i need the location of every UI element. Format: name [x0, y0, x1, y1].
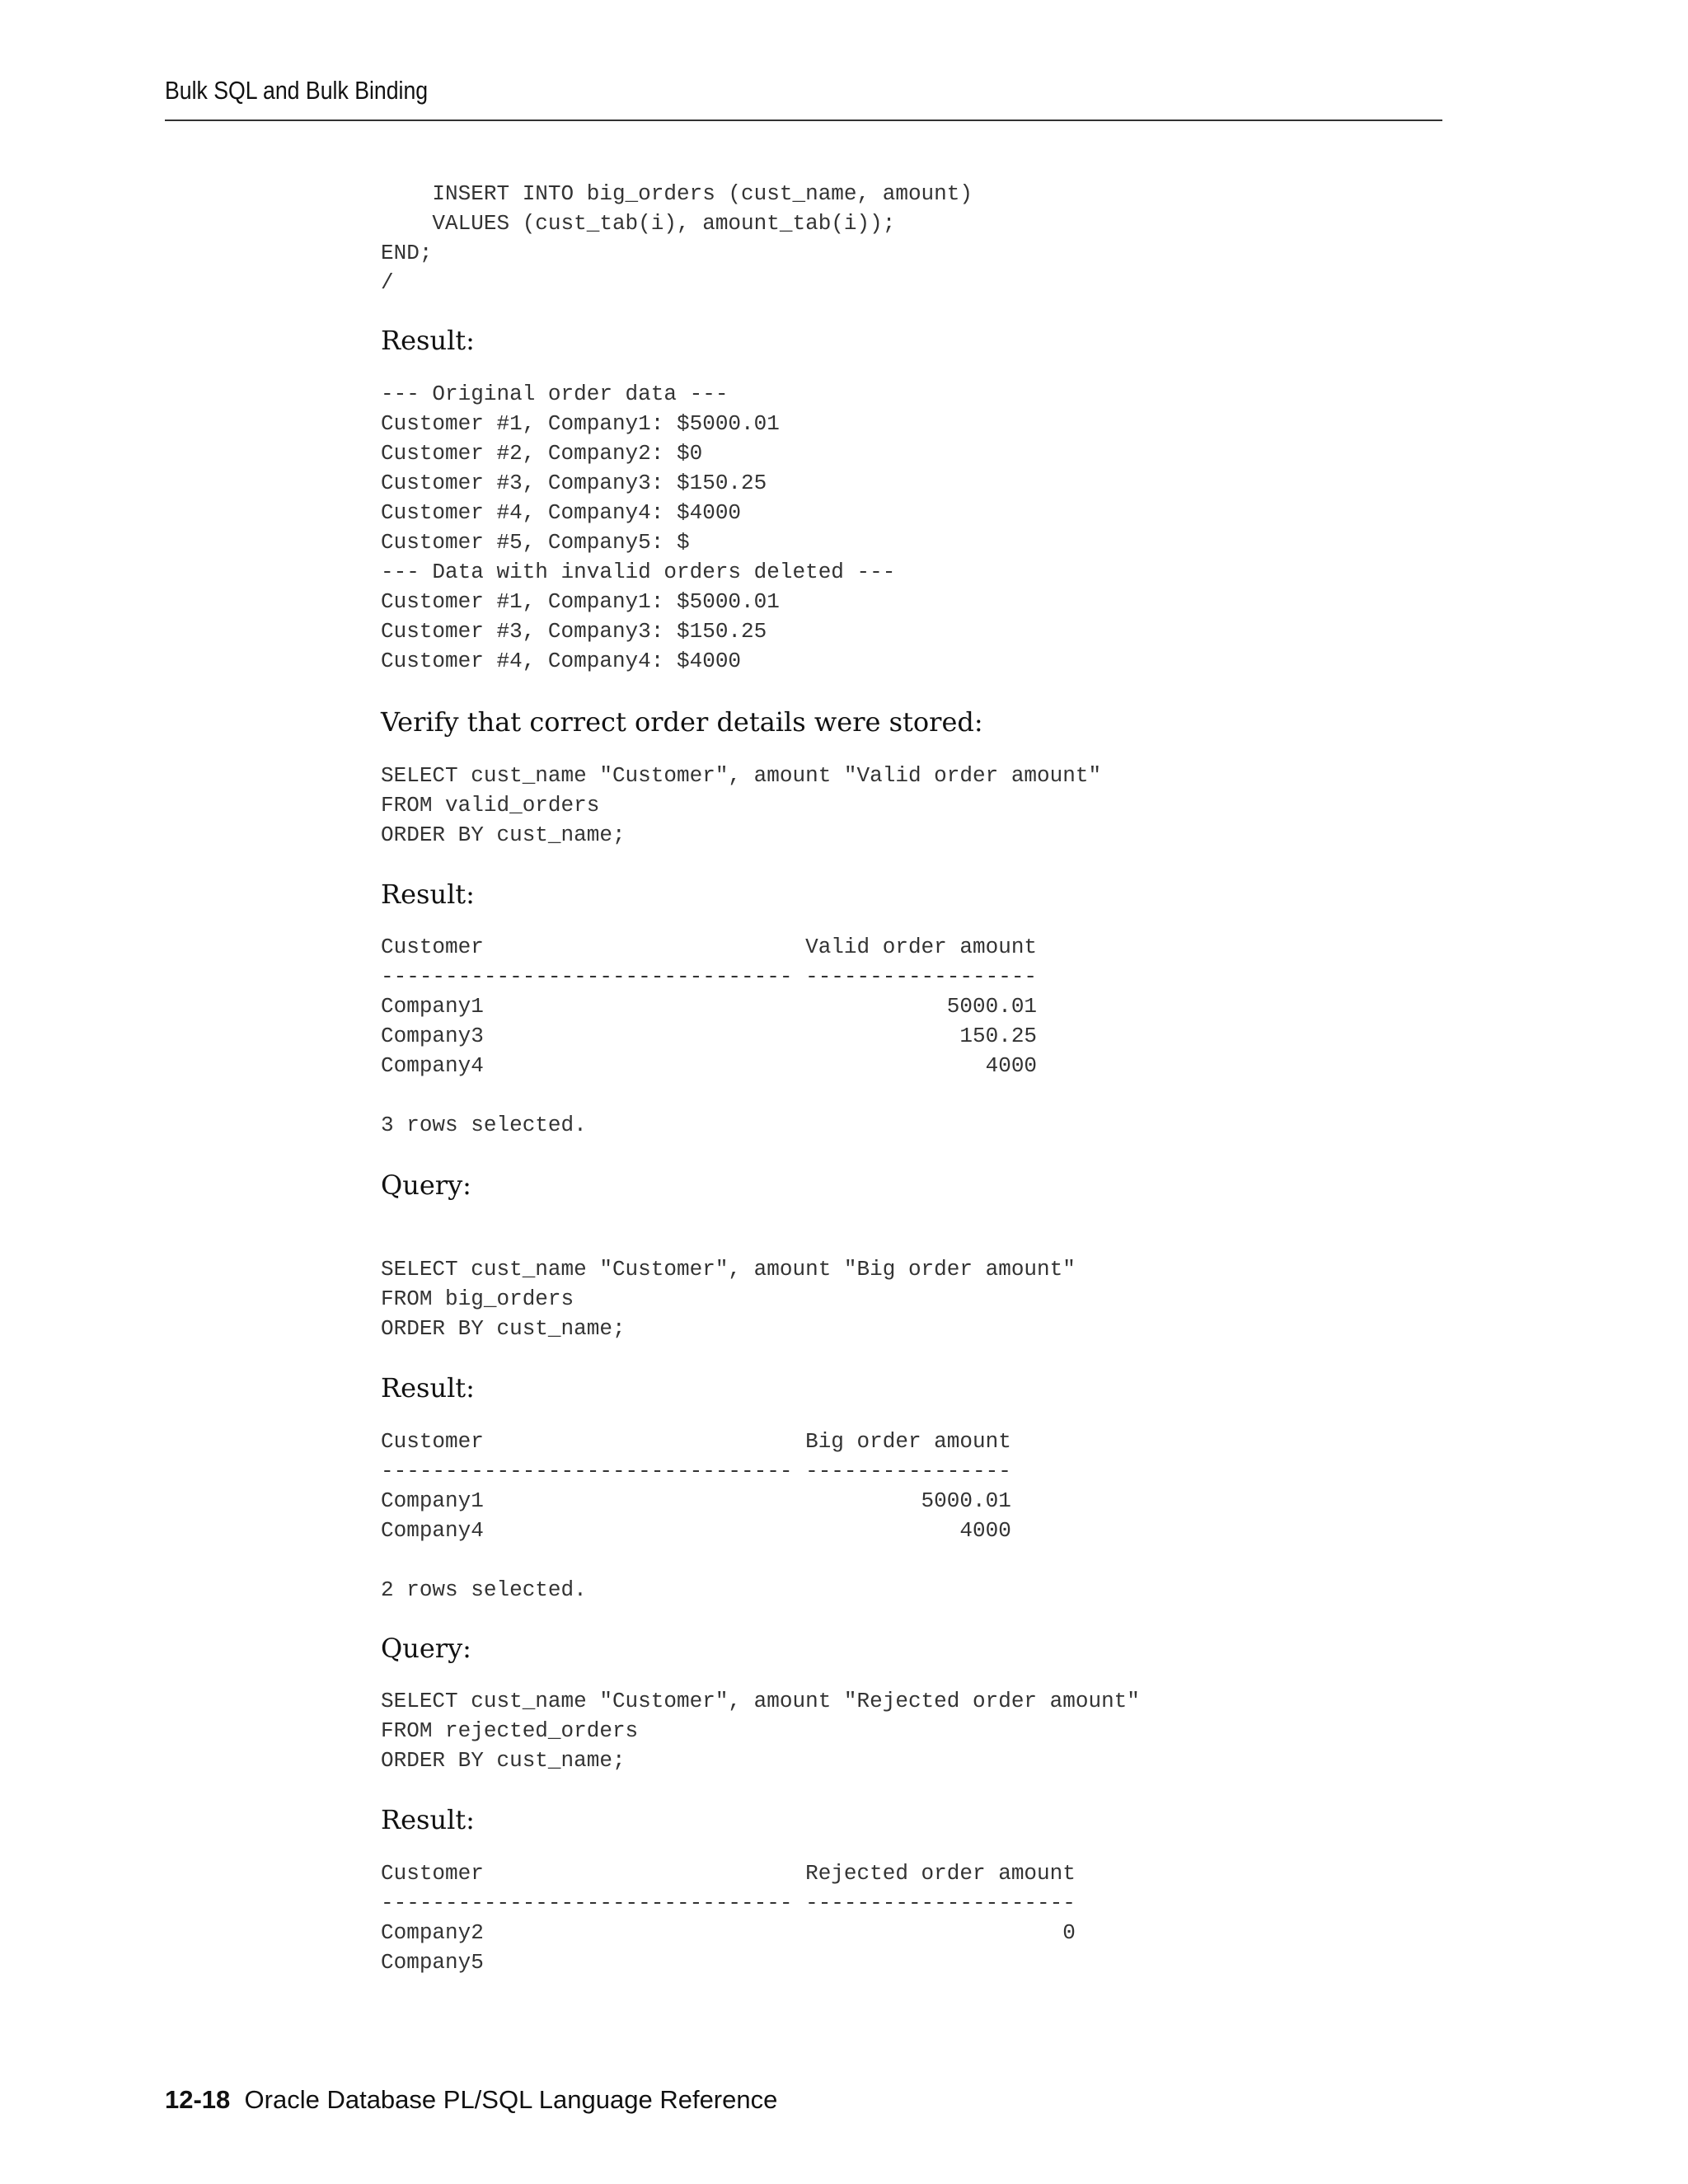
query-label: Query: — [381, 1169, 471, 1201]
book-title: Oracle Database PL/SQL Language Reference — [244, 2085, 778, 2114]
verify-label: Verify that correct order details were stored: — [381, 706, 983, 738]
code-valid-orders-table: Customer Valid order amount -------------------------------- ------------------ Company1 5000.01 Company3 150.25 Company4 4000 3 rows selected. — [381, 935, 1038, 1137]
code-select-rejected-orders: SELECT cust_name "Customer", amount "Rejected order amount" FROM rejected_orders ORDER BY cust_name; — [381, 1690, 1140, 1773]
page-footer — [165, 2085, 777, 2115]
page-number: 12-18 — [165, 2085, 231, 2114]
code-insert-statement: INSERT INTO big_orders (cust_name, amount) VALUES (cust_tab(i), amount_tab(i)); END; / — [381, 182, 973, 295]
result-label: Result: — [381, 879, 475, 910]
code-original-order-output: --- Original order data --- Customer #1, Company1: $5000.01 Customer #2, Company2: $0 Customer #3, Company3: $150.25 Customer #4, Company4: $4000 Customer #5, Company5: $ --- Data with invalid orders deleted --- Customer #1, Company1: $5000.01 Customer #3, Company3: $150.25 Customer #4, Company4: $4000 — [381, 382, 896, 673]
result-label: Result: — [381, 325, 475, 356]
query-label: Query: — [381, 1633, 471, 1664]
header-title: Bulk SQL and Bulk Binding — [165, 76, 429, 105]
result-label: Result: — [381, 1372, 475, 1404]
code-select-big-orders: SELECT cust_name "Customer", amount "Big order amount" FROM big_orders ORDER BY cust_name; — [381, 1258, 1076, 1341]
running-header — [165, 73, 1442, 121]
code-big-orders-table: Customer Big order amount -------------------------------- ---------------- Company1 5000.01 Company4 4000 2 rows selected. — [381, 1430, 1011, 1602]
code-select-valid-orders: SELECT cust_name "Customer", amount "Valid order amount" FROM valid_orders ORDER BY cust_name; — [381, 764, 1102, 847]
result-label: Result: — [381, 1804, 475, 1835]
code-rejected-orders-table: Customer Rejected order amount -------------------------------- --------------------- Company2 0 Company5 — [381, 1862, 1076, 1975]
